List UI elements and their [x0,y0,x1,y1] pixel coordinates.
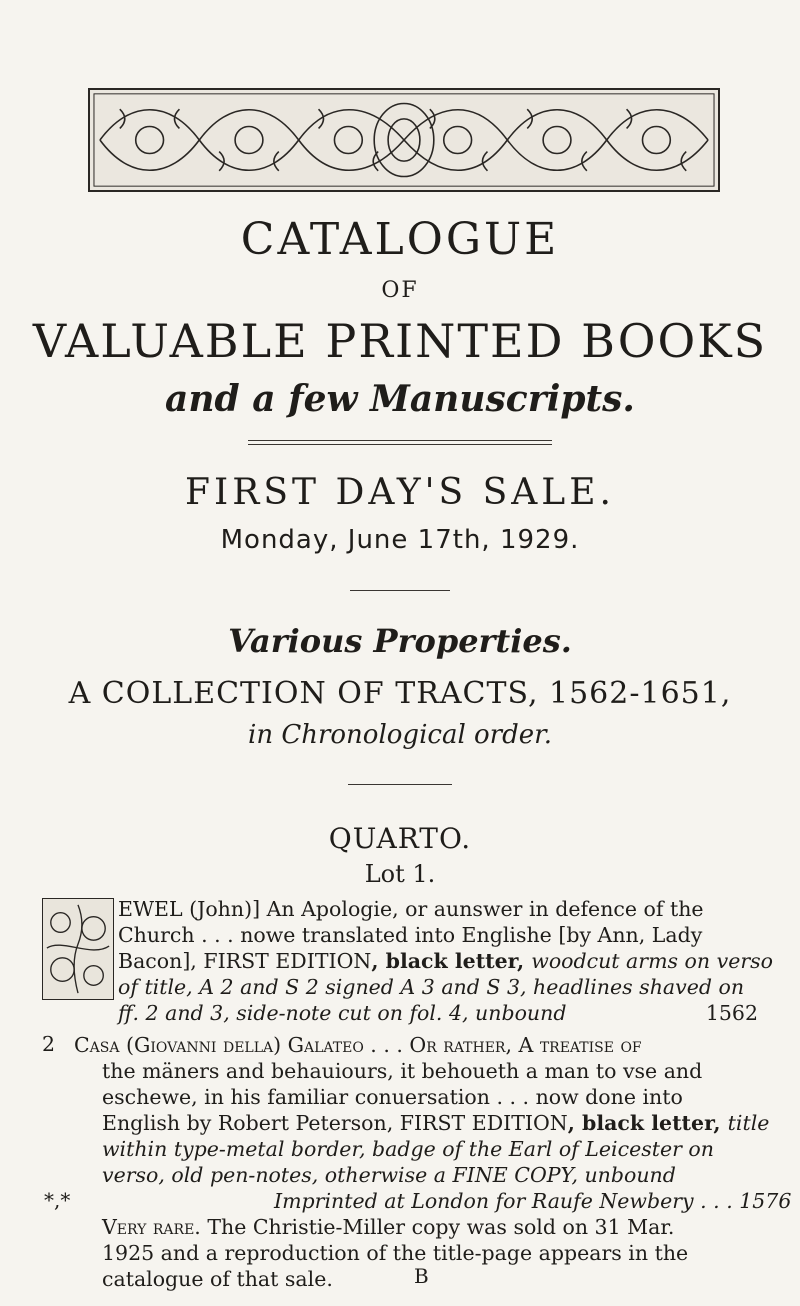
order-subheading: in Chronological order. [248,720,552,750]
entry-line [118,948,773,974]
lot-year: 1562 [705,1001,758,1025]
ornamental-headpiece [88,88,720,192]
book-title: VALUABLE PRINTED BOOKS [32,314,768,368]
imprint-line: Imprinted at London for Raufe Newbery . . . 1576 [274,1189,792,1213]
lot-2-entry [74,1032,792,1292]
lot-1-entry [118,896,773,1026]
collection-heading: A COLLECTION OF TRACTS, 1562-1651, [68,676,732,711]
asterism-icon: *,* [44,1188,71,1212]
note-line: 1925 and a reproduction of the title-page appears in the [102,1241,689,1265]
letter-note: , black letter, [567,1111,728,1135]
entry-text: title [727,1111,770,1135]
entry-text: ff. 2 and 3, side-note cut on fol. 4, unbound [118,1001,567,1025]
entry-line: of title, A 2 and S 2 signed A 3 and S 3, headlines shaved on [118,975,745,999]
lot-number: 2 [42,1032,56,1056]
sale-day-heading: FIRST DAY'S SALE. [185,472,615,513]
double-rule-divider [248,440,552,445]
signature-mark: B [414,1264,429,1288]
rule-divider [348,784,452,785]
rule-divider [350,590,450,591]
edition-note: FIRST EDITION [399,1111,568,1135]
entry-line: within type-metal border, badge of the Earl of Leicester on [102,1137,714,1161]
entry-line: eschewe, in his familiar conuersation . . . now done into [102,1085,683,1109]
decorated-initial-j [42,898,114,1000]
author-name: Casa [74,1033,120,1057]
format-heading: QUARTO. [328,822,472,855]
ornament-initial-icon [43,899,113,999]
entry-line: Church . . . nowe translated into Englishe [by Ann, Lady [118,923,703,947]
entry-line: EWEL (John)] An Apologie, or aunswer in defence of the [118,897,704,921]
rarity-note: Very rare. [102,1215,201,1239]
edition-note: FIRST EDITION [203,949,372,973]
entry-line: verso, old pen-notes, otherwise a FINE COPY, unbound [102,1163,676,1187]
floral-ornament-icon [90,90,718,190]
entry-line [74,1110,770,1136]
owners-heading: Various Properties. [228,622,572,660]
letter-note: , black letter, [371,949,532,973]
book-subtitle: and a few Manuscripts. [165,378,635,420]
lot-heading: Lot 1. [364,860,436,888]
entry-text: Bacon], [118,949,204,973]
of-heading: OF [381,278,419,303]
entry-line [118,1000,758,1026]
catalogue-heading: CATALOGUE [240,214,560,265]
entry-text: English by Robert Peterson, [102,1111,400,1135]
entry-line [74,1032,764,1058]
note-line [74,1214,764,1240]
entry-text: The Christie-Miller copy was sold on 31 Mar. [200,1215,675,1239]
entry-line: the mäners and behauiours, it behoueth a man to vse and [102,1059,703,1083]
sale-date: Monday, June 17th, 1929. [220,525,580,555]
entry-text: woodcut arms on verso [531,949,773,973]
note-line: catalogue of that sale. [102,1267,333,1291]
entry-text: (Giovanni della) Galateo . . . Or rather, A treatise of [119,1033,642,1057]
